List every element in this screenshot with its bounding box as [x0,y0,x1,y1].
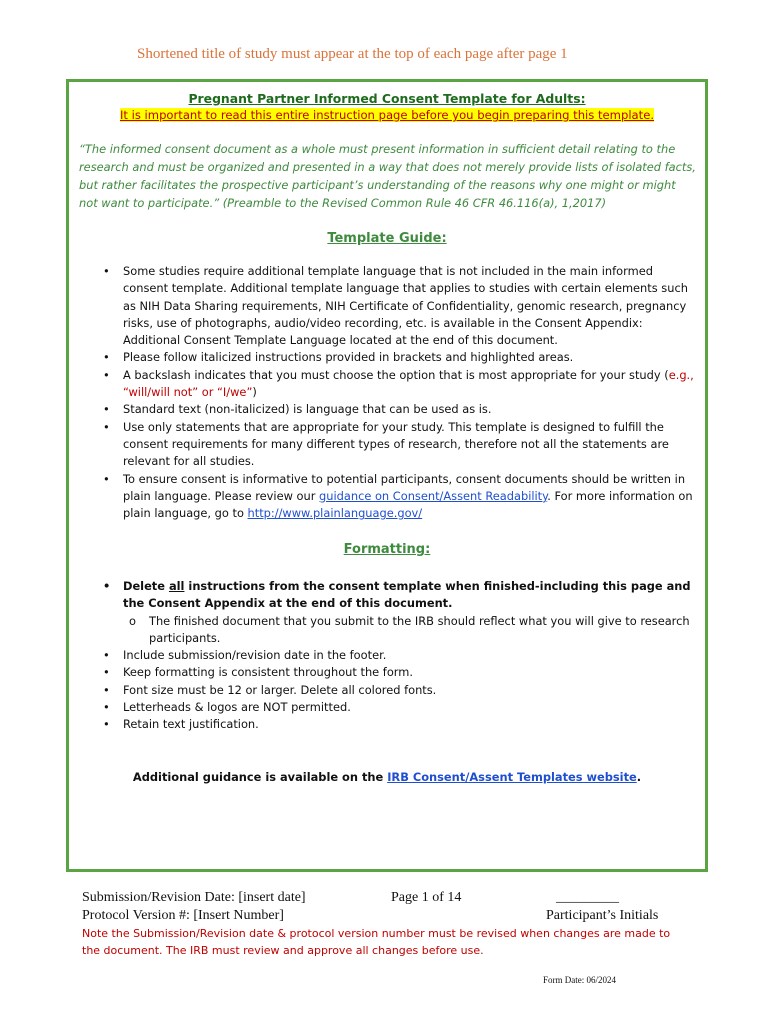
template-guide-heading: Template Guide: [327,231,447,246]
formatting-heading: Formatting: [343,542,431,557]
initials-line: _________ [556,890,619,905]
sub-bullet: o [129,613,136,628]
list-item-text: To ensure consent is informative to potential participants, consent documents should be written in plain language. Please review our [123,471,686,503]
preamble-quote: “The informed consent document as a whole must present information in sufficient detail relating to the research and must be organized and presented in a way that does not merely provide lists of isolated facts, but rather facilitates the prospective participant’s understanding of the reasons why one might or might not want to participate.” (Preamble to the Revised Common Rule 46 CFR 46.116(a), 1,2017) [79,142,696,210]
list-item-text: Some studies require additional template language that is not included in the main informed consent template. Additional template language that applies to studies with certain elements such as NIH Data Sharing requirements, NIH Certificate of Confidentiality, genomic research, pregnancy risks, use of photographs, audio/video recording, etc. is available in the Consent Appendix: Additional Consent Template Language located at the end of this document. [123,264,688,348]
list-item [103,699,697,716]
readability-guidance-link[interactable]: guidance on Consent/Assent Readability [319,488,548,503]
list-item-text: Letterheads & logos are NOT permitted. [123,700,351,715]
list-item-text: The finished document that you submit to the IRB should reflect what you will give to research participants. [149,613,690,645]
list-item [103,682,697,699]
list-item [103,263,697,349]
footer-note: Note the Submission/Revision date & protocol version number must be revised when changes are made to the document. The IRB must review and approve all changes before use. [82,927,671,957]
list-item [103,578,697,613]
template-guide-list [103,263,697,522]
list-item [103,419,697,471]
guidance-text: Additional guidance is available on the [132,770,388,784]
formatting-list [103,578,697,734]
submission-date: Submission/Revision Date: [insert date] [82,890,306,905]
instruction-box [66,79,708,872]
sub-list-item [103,613,697,648]
template-warning-text: It is important to read this entire instruction page before you begin preparing this template. [119,108,655,122]
list-item [103,664,697,681]
list-item-text: A backslash indicates that you must choose the option that is most appropriate for your study ( [123,367,669,382]
list-item-text: Please follow italicized instructions provided in brackets and highlighted areas. [123,350,574,365]
template-warning [69,108,705,122]
header-note: Shortened title of study must appear at the top of each page after page 1 [137,46,568,62]
plainlanguage-link[interactable]: http://www.plainlanguage.gov/ [247,506,423,521]
list-item [103,401,697,418]
page-number: Page 1 of 14 [391,890,462,905]
list-item [103,716,697,733]
list-item-text: Retain text justification. [123,717,259,732]
list-item [103,471,697,523]
protocol-version: Protocol Version #: [Insert Number] [82,908,284,923]
list-item [103,367,697,402]
list-item [103,349,697,366]
list-item-text: . For more information on plain language, go to [123,488,693,521]
list-item-text: instructions from the consent template when finished-including this page and the Consent Appendix at the end of this document. [123,579,691,611]
list-item-text: Include submission/revision date in the footer. [123,648,387,663]
list-item-text: Use only statements that are appropriate for your study. This template is designed to fulfill the consent requirements for many different types of research, therefore not all the statements are relevant for all studies. [123,419,669,469]
backslash-example: e.g., “will/will not” or “I/we” [123,367,694,400]
template-title: Pregnant Partner Informed Consent Template for Adults: [188,91,586,106]
irb-templates-link[interactable]: IRB Consent/Assent Templates website [387,770,637,784]
emphasis-all: all [168,579,185,593]
list-item-text: Keep formatting is consistent throughout the form. [123,665,413,680]
guidance-text: . [636,770,642,784]
list-item-text: Standard text (non-italicized) is language that can be used as is. [123,402,492,417]
list-item-text: Font size must be 12 or larger. Delete all colored fonts. [123,682,437,697]
participant-initials-label: Participant’s Initials [546,908,659,923]
additional-guidance [69,770,705,784]
form-date: Form Date: 06/2024 [543,975,616,985]
list-item-text: ) [252,385,257,400]
list-item-text: Delete [123,579,169,593]
list-item [103,647,697,664]
